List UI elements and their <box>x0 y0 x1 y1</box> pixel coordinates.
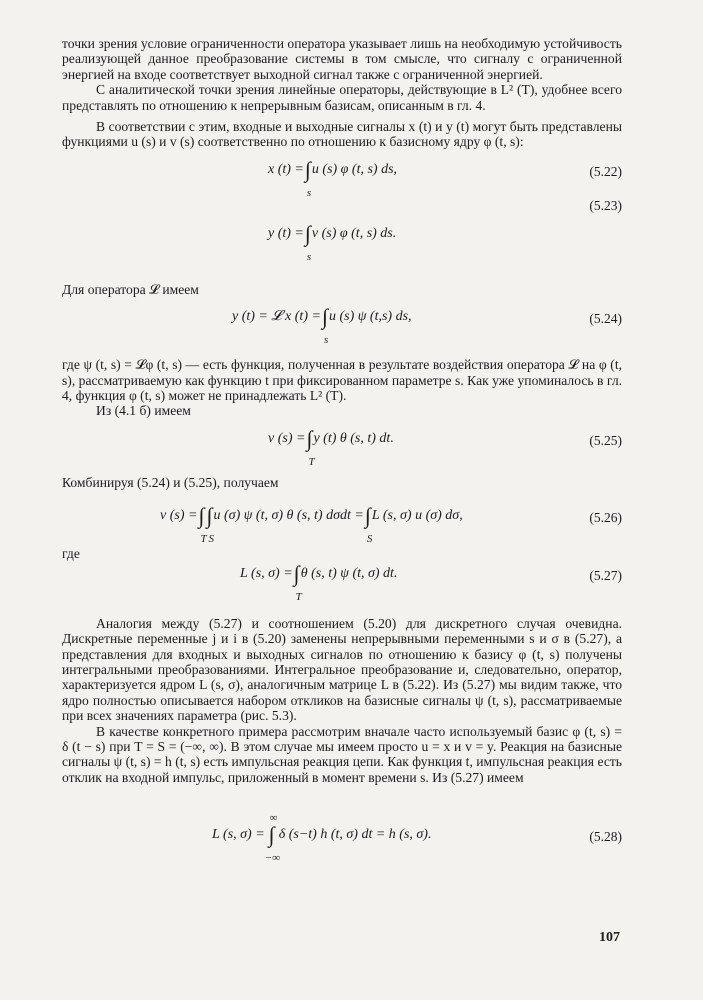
eq26-limit-2: S <box>208 533 214 546</box>
eq22-left: x (t) = <box>268 161 304 177</box>
integral-sign: ∫ s <box>305 226 311 241</box>
eq26-limit-3: S <box>366 533 373 546</box>
eq25-left: v (s) = <box>268 430 306 446</box>
eq26-limit-1: T <box>200 533 207 546</box>
paragraph-6: Из (4.1 б) имеем <box>96 403 191 419</box>
paragraph-5: где ψ (t, s) = 𝓛φ (t, s) — есть функция, полученная в результате воздействия оператора 𝓛 на φ (t, s), рассматриваемую как функцию t при фиксированном параметре s. Как уже упоминалось в гл. 4, функция φ (t, s) может не принадлежать L² (T). <box>62 357 622 404</box>
paragraph-2: С аналитической точки зрения линейные операторы, действующие в L² (T), удобнее всего представлять по отношению к непрерывным базисам, описанным в гл. 4. <box>62 82 622 113</box>
eq28-right: δ (s−t) h (t, σ) dt = h (s, σ). <box>278 827 432 843</box>
eq24-limit: s <box>323 334 329 347</box>
equation-5-23 <box>62 197 622 264</box>
equation-5-26 <box>62 500 622 544</box>
integral-sign: ∫ s <box>322 309 328 324</box>
eq23-left: y (t) = <box>268 225 304 241</box>
equation-number: (5.25) <box>589 432 622 448</box>
eq25-limit: T <box>308 455 315 468</box>
integral-sign: ∫ S <box>206 508 212 523</box>
equation-number: (5.27) <box>589 567 622 583</box>
equation-5-25 <box>62 423 622 467</box>
equation-number: (5.22) <box>589 163 622 179</box>
eq22-limit: s <box>306 186 312 199</box>
equation-number: (5.28) <box>589 829 622 845</box>
eq26-left: v (s) = <box>160 508 198 524</box>
eq25-right: y (t) θ (s, t) dt. <box>313 430 394 446</box>
eq24-right: u (s) ψ (t,s) ds, <box>328 309 412 325</box>
equation-number: (5.26) <box>589 510 622 526</box>
paragraph-1: точки зрения условие ограниченности оператора указывает лишь на необходимую устойчивость реализующей данное преобразование системы в том смысле, что сигналу с ограниченной энергией на входе соответствует выходной сигнал также с ограниченной энергией. <box>62 36 622 82</box>
eq27-left: L (s, σ) = <box>240 565 293 581</box>
paragraph-9: Аналогия между (5.27) и соотношением (5.20) для дискретного случая очевидна. Дискретные переменные j и i в (5.20) заменены непрерывными переменными s и σ в (5.27), а представления для входных и выходных сигналов по отношению к базису φ (t, s) получены интегральными преобразованиями. Интегральное преобразование и, следовательно, оператор, характеризуется ядром L (s, σ), аналогичным матрице L в (5.22). Из (5.27) мы видим также, что ядро полностью описывается набором откликов на базисные сигналы ψ (t, s), рассматриваемые при всех значениях параметра (рис. 5.3). <box>62 615 622 724</box>
eq23-limit: s <box>306 250 312 263</box>
page-body <box>62 36 622 869</box>
paragraph-8: где <box>62 546 80 562</box>
equation-5-27 <box>62 558 622 602</box>
integral-sign: ∫ ∞ −∞ <box>269 827 275 842</box>
paragraph-4: Для оператора 𝓛 имеем <box>62 281 199 297</box>
integral-sign: ∫ S <box>365 508 371 523</box>
equation-5-22 <box>62 154 622 198</box>
eq24-left: y (t) = 𝓛 x (t) = <box>232 309 321 325</box>
equation-number: (5.24) <box>589 311 622 327</box>
paragraph-3: В соответствии с этим, входные и выходные сигналы x (t) и y (t) могут быть представлены функциями u (s) и v (s) соответственно по отношению к базисному ядру φ (t, s): <box>62 119 622 150</box>
integral-sign: ∫ T <box>306 431 312 446</box>
equation-5-28 <box>62 812 622 865</box>
eq28-left: L (s, σ) = <box>212 827 265 843</box>
equation-5-24 <box>62 301 622 345</box>
eq26-middle: u (σ) ψ (t, σ) θ (s, t) dσdt = <box>213 508 364 524</box>
integral-sign: ∫ s <box>305 162 311 177</box>
eq22-right: u (s) φ (t, s) ds, <box>311 161 398 177</box>
page-number: 107 <box>599 930 620 945</box>
eq27-right: θ (s, t) ψ (t, σ) dt. <box>300 565 398 581</box>
paragraph-10: В качестве конкретного примера рассмотрим вначале часто используемый базис φ (t, s) = δ (t − s) при T = S = (−∞, ∞). В этом случае мы имеем просто u = x и v = y. Реакция на базисные сигналы ψ (t, s) = h (t, s) есть импульсная реакция цепи. Как функция t, импульсная реакция есть отклик на входной импульс, приложенный в момент времени s. Из (5.27) имеем <box>62 723 622 785</box>
eq28-lower-limit: −∞ <box>264 852 280 865</box>
equation-number: (5.23) <box>589 197 622 213</box>
eq28-upper-limit: ∞ <box>269 812 278 825</box>
paragraph-7: Комбинируя (5.24) и (5.25), получаем <box>62 474 279 490</box>
eq27-limit: T <box>295 590 302 603</box>
integral-sign: ∫ T <box>198 508 204 523</box>
eq23-right: v (s) φ (t, s) ds. <box>311 225 397 241</box>
eq26-right: L (s, σ) u (σ) dσ, <box>371 508 463 524</box>
integral-sign: ∫ T <box>294 566 300 581</box>
